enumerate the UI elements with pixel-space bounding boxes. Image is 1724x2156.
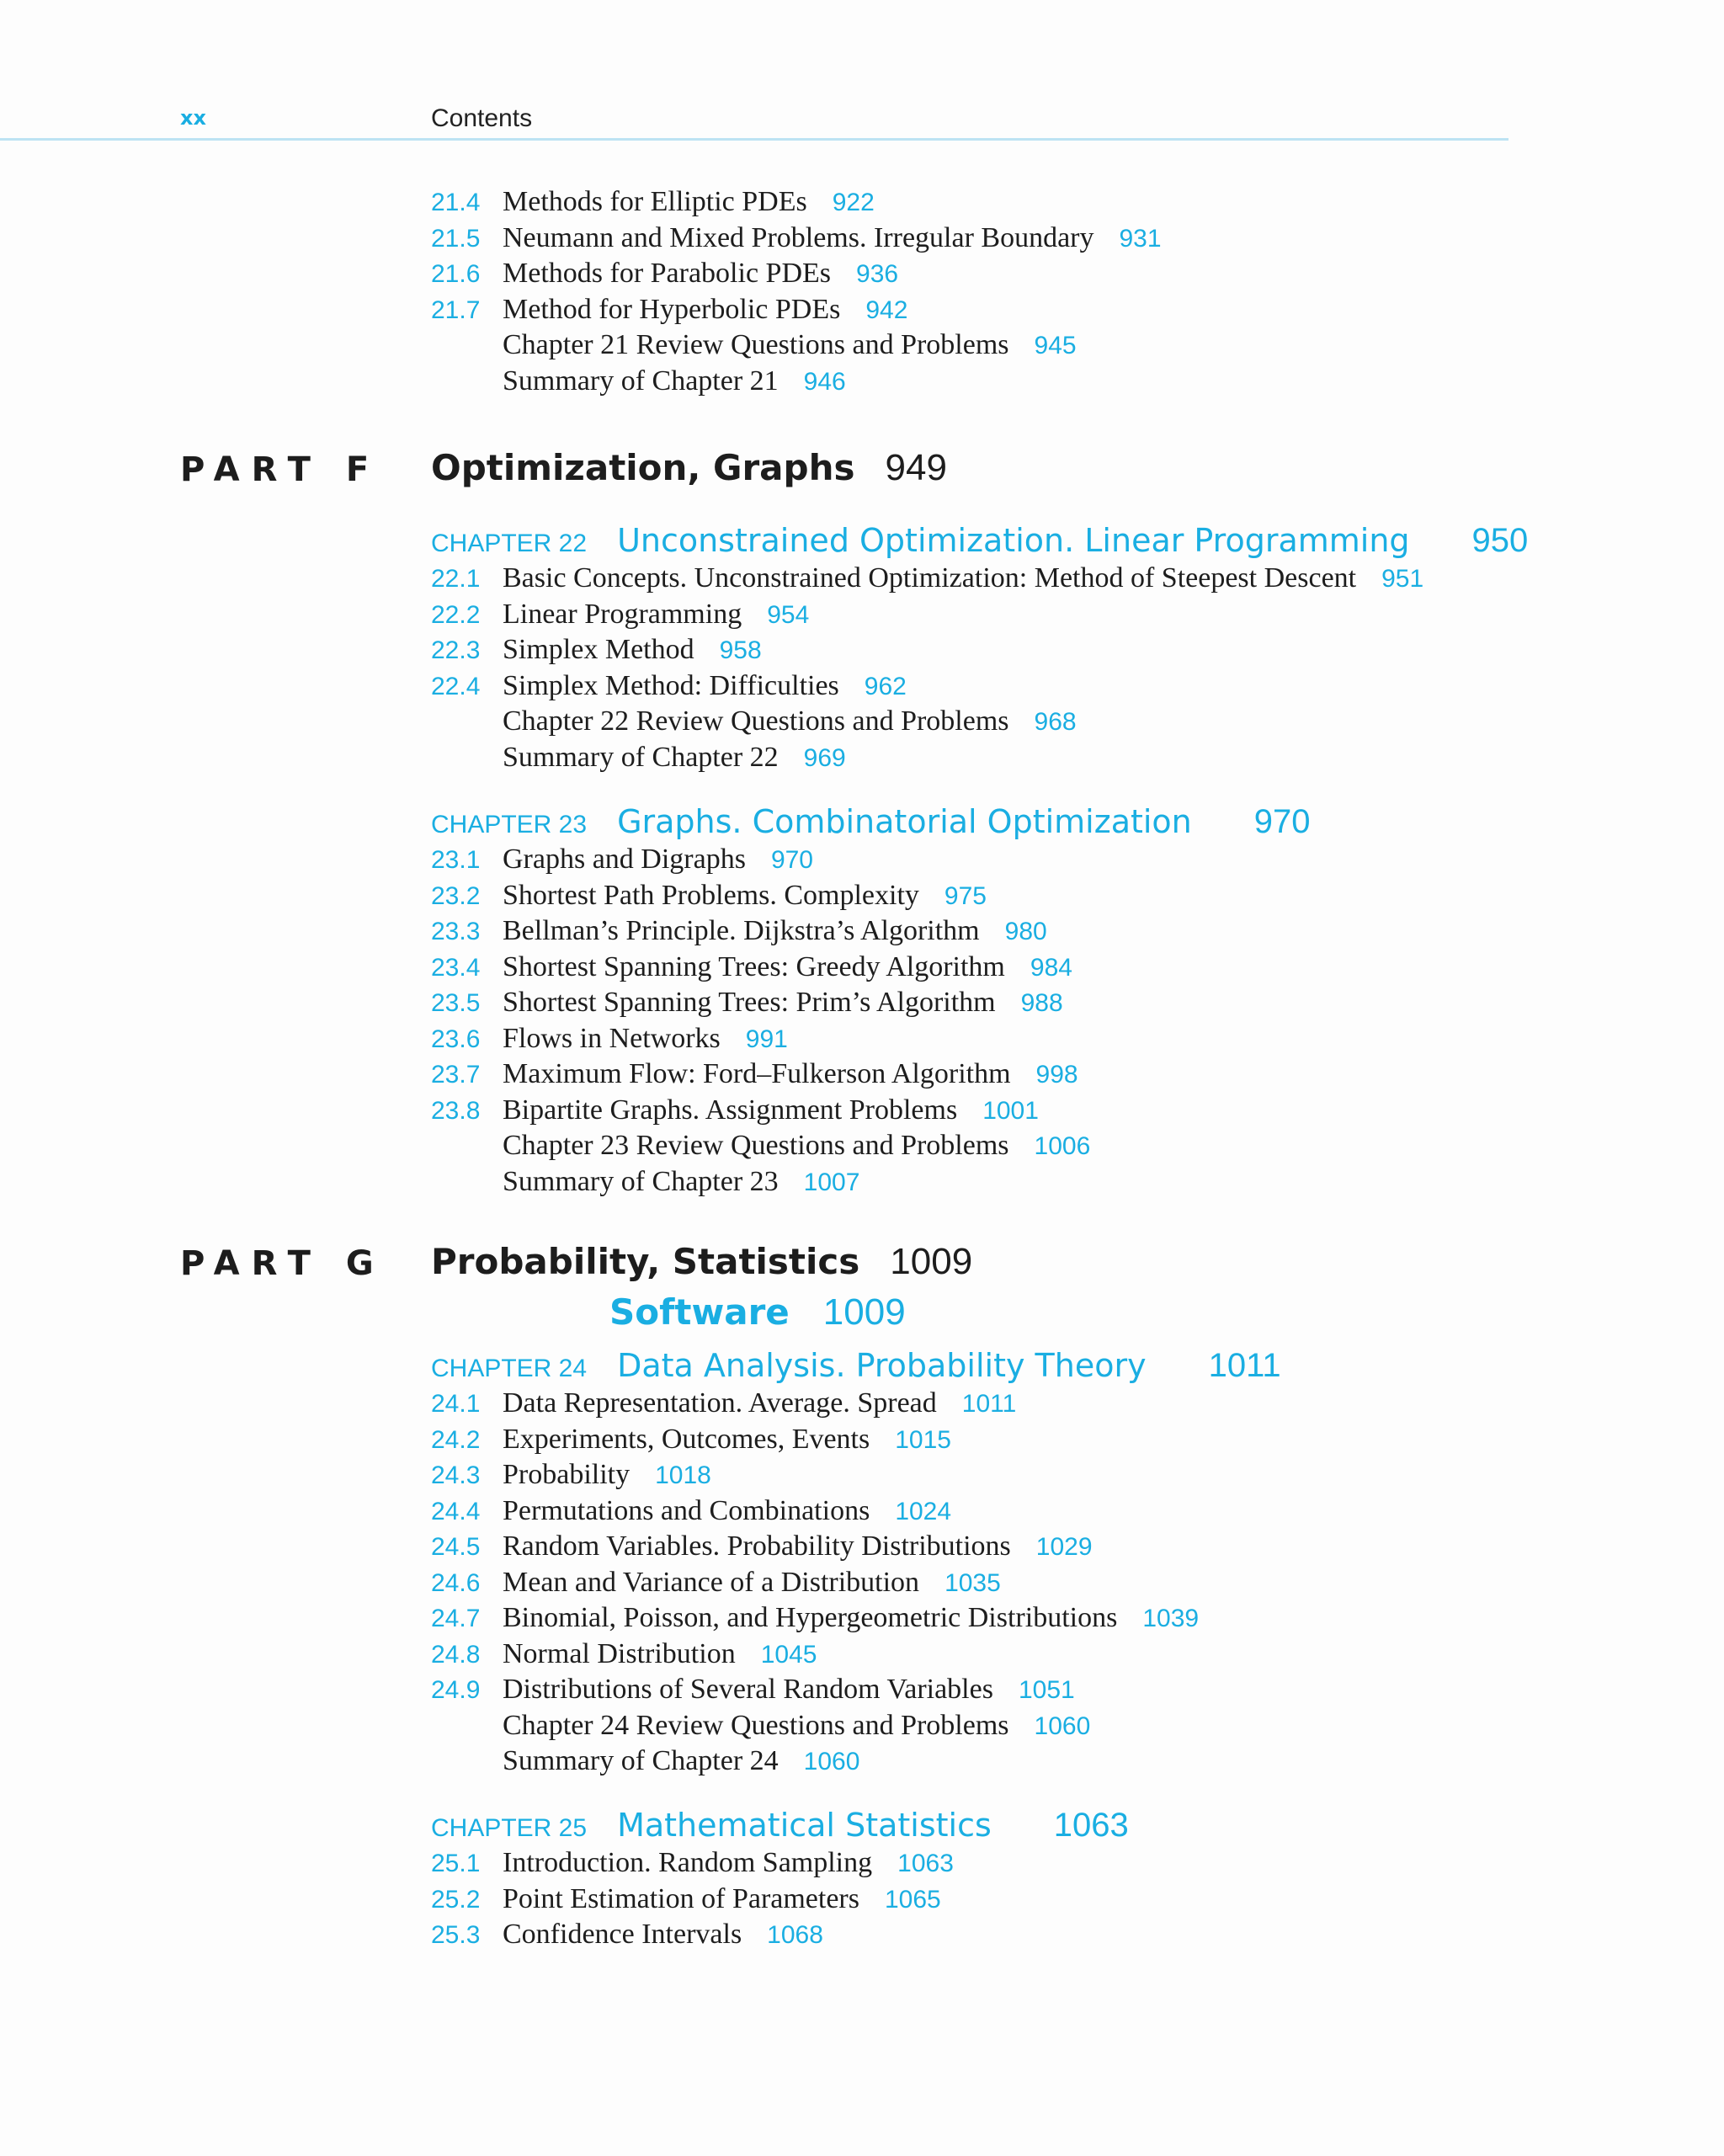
toc-entry[interactable] xyxy=(431,632,762,668)
toc-entry[interactable] xyxy=(431,1093,1039,1128)
page-reference: 968 xyxy=(1034,708,1077,736)
section-title: Bellman’s Principle. Dijkstra’s Algorithm xyxy=(503,915,980,946)
toc-entry[interactable] xyxy=(431,184,875,220)
page-reference: 1009 xyxy=(822,1291,906,1333)
section-title: Normal Distribution xyxy=(503,1638,736,1669)
page-reference: 984 xyxy=(1030,954,1072,982)
section-title: Point Estimation of Parameters xyxy=(503,1883,859,1914)
section-number: 23.7 xyxy=(431,1061,481,1089)
section-title: Distributions of Several Random Variables xyxy=(503,1674,993,1705)
page-reference: 1039 xyxy=(1142,1605,1200,1632)
toc-entry[interactable] xyxy=(431,1708,1090,1743)
chapter-label: CHAPTER 25 xyxy=(431,1814,588,1842)
page-reference: 949 xyxy=(885,447,947,488)
toc-entry[interactable] xyxy=(431,561,1423,596)
section-number: 24.3 xyxy=(431,1461,481,1489)
page-reference: 1045 xyxy=(760,1641,817,1669)
page-reference: 954 xyxy=(767,601,810,629)
section-title: Summary of Chapter 22 xyxy=(503,742,779,773)
page-reference: 969 xyxy=(803,744,846,772)
section-number: 21.4 xyxy=(431,189,481,216)
section-title: Basic Concepts. Unconstrained Optimization: Method of Steepest Descent xyxy=(503,562,1357,594)
section-number: 22.3 xyxy=(431,636,481,664)
toc-entry[interactable] xyxy=(431,1882,941,1917)
toc-entry[interactable] xyxy=(431,842,813,877)
toc-entry[interactable] xyxy=(431,1743,859,1779)
page-reference: 1065 xyxy=(885,1886,941,1914)
software-title: Software xyxy=(609,1291,790,1333)
section-number: 23.6 xyxy=(431,1025,481,1053)
page-reference: 970 xyxy=(1253,803,1311,840)
section-title: Simplex Method xyxy=(503,634,694,665)
page-reference: 1029 xyxy=(1035,1533,1093,1561)
chapter-title: Data Analysis. Probability Theory xyxy=(617,1347,1147,1384)
page-reference: 1018 xyxy=(655,1461,711,1489)
section-title: Probability xyxy=(503,1459,631,1490)
section-title: Shortest Spanning Trees: Greedy Algorithm xyxy=(503,951,1005,982)
chapter-heading[interactable] xyxy=(431,1807,1129,1845)
part-title: Probability, Statistics xyxy=(431,1241,860,1282)
section-title: Binomial, Poisson, and Hypergeometric Distributions xyxy=(503,1602,1118,1633)
part-label: PART G xyxy=(180,1244,386,1283)
page-reference: 980 xyxy=(1004,918,1047,945)
section-title: Methods for Parabolic PDEs xyxy=(503,258,832,289)
chapter-label: CHAPTER 24 xyxy=(431,1355,588,1382)
page-reference: 998 xyxy=(1035,1061,1078,1089)
part-heading[interactable] xyxy=(431,447,947,489)
section-number: 23.1 xyxy=(431,846,481,874)
section-number: 24.5 xyxy=(431,1533,481,1561)
section-title: Chapter 22 Review Questions and Problems xyxy=(503,705,1009,737)
section-number: 21.7 xyxy=(431,296,481,324)
chapter-heading[interactable] xyxy=(431,1347,1281,1385)
section-title: Data Representation. Average. Spread xyxy=(503,1387,937,1419)
toc-entry[interactable] xyxy=(431,1493,951,1529)
toc-entry[interactable] xyxy=(431,878,987,913)
section-title: Neumann and Mixed Problems. Irregular Boundary xyxy=(503,222,1094,253)
toc-entry[interactable] xyxy=(431,327,1077,363)
section-number: 25.3 xyxy=(431,1921,481,1949)
page-reference: 962 xyxy=(864,673,907,700)
section-number: 22.1 xyxy=(431,565,481,593)
section-number: 24.6 xyxy=(431,1569,481,1597)
page-number: xx xyxy=(180,106,206,130)
page-reference: 1011 xyxy=(1208,1347,1281,1384)
toc-entry[interactable] xyxy=(431,221,1162,256)
section-title: Permutations and Combinations xyxy=(503,1495,870,1526)
section-title: Summary of Chapter 24 xyxy=(503,1745,779,1776)
page-reference: 1006 xyxy=(1034,1132,1091,1160)
section-number: 23.4 xyxy=(431,954,481,982)
page-reference: 975 xyxy=(944,882,987,910)
chapter-title: Graphs. Combinatorial Optimization xyxy=(617,803,1192,840)
toc-entry[interactable] xyxy=(431,1672,1075,1707)
chapter-heading[interactable] xyxy=(431,803,1311,841)
section-title: Linear Programming xyxy=(503,599,742,630)
section-title: Chapter 24 Review Questions and Problems xyxy=(503,1710,1009,1741)
section-number: 21.6 xyxy=(431,260,481,288)
section-number: 24.4 xyxy=(431,1498,481,1525)
page-reference: 970 xyxy=(770,846,813,874)
running-head: Contents xyxy=(431,104,533,132)
toc-entry[interactable] xyxy=(431,292,907,327)
page-reference: 922 xyxy=(832,189,875,216)
page-reference: 1060 xyxy=(803,1748,860,1775)
section-title: Random Variables. Probability Distributions xyxy=(503,1530,1011,1562)
section-number: 24.2 xyxy=(431,1426,481,1454)
toc-entry[interactable] xyxy=(431,1845,954,1881)
toc-entry[interactable] xyxy=(431,1128,1090,1163)
header-rule xyxy=(0,138,1508,141)
part-title: Optimization, Graphs xyxy=(431,447,855,488)
toc-entry[interactable] xyxy=(431,1057,1078,1092)
chapter-title: Unconstrained Optimization. Linear Programming xyxy=(617,522,1410,559)
section-title: Shortest Spanning Trees: Prim’s Algorithm xyxy=(503,987,996,1018)
section-title: Graphs and Digraphs xyxy=(503,844,746,875)
chapter-label: CHAPTER 23 xyxy=(431,811,588,838)
page-reference: 1001 xyxy=(982,1097,1039,1125)
page-reference: 988 xyxy=(1020,989,1063,1017)
toc-entry[interactable] xyxy=(431,1164,859,1200)
page-reference: 1024 xyxy=(895,1498,952,1525)
section-number: 23.8 xyxy=(431,1097,481,1125)
page-reference: 1007 xyxy=(803,1168,860,1196)
page-reference: 950 xyxy=(1471,522,1529,559)
toc-entry[interactable] xyxy=(431,1457,711,1493)
toc-entry[interactable] xyxy=(431,985,1063,1020)
toc-entry[interactable] xyxy=(431,950,1072,985)
section-number: 23.3 xyxy=(431,918,481,945)
page-reference: 991 xyxy=(745,1025,788,1053)
section-title: Chapter 21 Review Questions and Problems xyxy=(503,329,1009,360)
page-reference: 936 xyxy=(856,260,899,288)
section-title: Method for Hyperbolic PDEs xyxy=(503,294,841,325)
page-reference: 946 xyxy=(803,368,846,396)
section-number: 24.8 xyxy=(431,1641,481,1669)
section-title: Simplex Method: Difficulties xyxy=(503,670,839,701)
chapter-label: CHAPTER 22 xyxy=(431,530,588,557)
page-reference: 931 xyxy=(1119,225,1162,253)
section-title: Introduction. Random Sampling xyxy=(503,1847,873,1878)
section-number: 22.4 xyxy=(431,673,481,700)
section-number: 24.7 xyxy=(431,1605,481,1632)
toc-entry[interactable] xyxy=(431,1565,1001,1600)
chapter-heading[interactable] xyxy=(431,522,1528,560)
section-number: 23.5 xyxy=(431,989,481,1017)
page-reference: 1063 xyxy=(1053,1807,1129,1844)
toc-entry[interactable] xyxy=(431,1021,788,1057)
section-number: 21.5 xyxy=(431,225,481,253)
toc-entry[interactable] xyxy=(431,364,846,399)
page-reference: 1035 xyxy=(944,1569,1001,1597)
part-heading[interactable] xyxy=(431,1241,972,1283)
section-title: Summary of Chapter 23 xyxy=(503,1166,779,1197)
section-title: Chapter 23 Review Questions and Problems xyxy=(503,1130,1009,1161)
section-number: 24.1 xyxy=(431,1390,481,1418)
toc-entry[interactable] xyxy=(431,1600,1199,1636)
section-number: 24.9 xyxy=(431,1676,481,1704)
page-reference: 958 xyxy=(719,636,762,664)
section-title: Confidence Intervals xyxy=(503,1919,742,1950)
page-reference: 951 xyxy=(1381,565,1424,593)
toc-entry[interactable] xyxy=(431,1529,1093,1564)
section-number: 25.2 xyxy=(431,1886,481,1914)
toc-entry[interactable] xyxy=(431,913,1047,949)
section-title: Shortest Path Problems. Complexity xyxy=(503,880,919,911)
page-reference: 1068 xyxy=(767,1921,823,1949)
page-reference: 1060 xyxy=(1034,1712,1091,1740)
toc-entry[interactable] xyxy=(431,1637,817,1672)
toc-entry[interactable] xyxy=(431,1422,951,1457)
toc-entry[interactable] xyxy=(431,1917,823,1952)
part-label: PART F xyxy=(180,450,381,489)
section-title: Flows in Networks xyxy=(503,1023,721,1054)
section-title: Methods for Elliptic PDEs xyxy=(503,186,807,217)
page-reference: 942 xyxy=(865,296,908,324)
page-reference: 1063 xyxy=(897,1850,954,1877)
page-reference: 1009 xyxy=(890,1241,973,1282)
section-title: Bipartite Graphs. Assignment Problems xyxy=(503,1094,958,1126)
software-heading[interactable] xyxy=(609,1291,906,1334)
chapter-title: Mathematical Statistics xyxy=(617,1807,992,1844)
section-number: 25.1 xyxy=(431,1850,481,1877)
page-reference: 1015 xyxy=(895,1426,951,1454)
toc-entry[interactable] xyxy=(431,668,907,704)
section-title: Maximum Flow: Ford–Fulkerson Algorithm xyxy=(503,1058,1011,1089)
section-number: 23.2 xyxy=(431,882,481,910)
page-reference: 1011 xyxy=(961,1390,1017,1418)
toc-entry[interactable] xyxy=(431,256,898,291)
toc-entry[interactable] xyxy=(431,597,809,632)
section-title: Summary of Chapter 21 xyxy=(503,365,779,397)
page-reference: 1051 xyxy=(1018,1676,1075,1704)
section-title: Experiments, Outcomes, Events xyxy=(503,1424,870,1455)
toc-entry[interactable] xyxy=(431,704,1077,739)
toc-entry[interactable] xyxy=(431,1386,1016,1421)
page-reference: 945 xyxy=(1034,332,1077,359)
toc-entry[interactable] xyxy=(431,740,846,775)
section-title: Mean and Variance of a Distribution xyxy=(503,1567,920,1598)
section-number: 22.2 xyxy=(431,601,481,629)
